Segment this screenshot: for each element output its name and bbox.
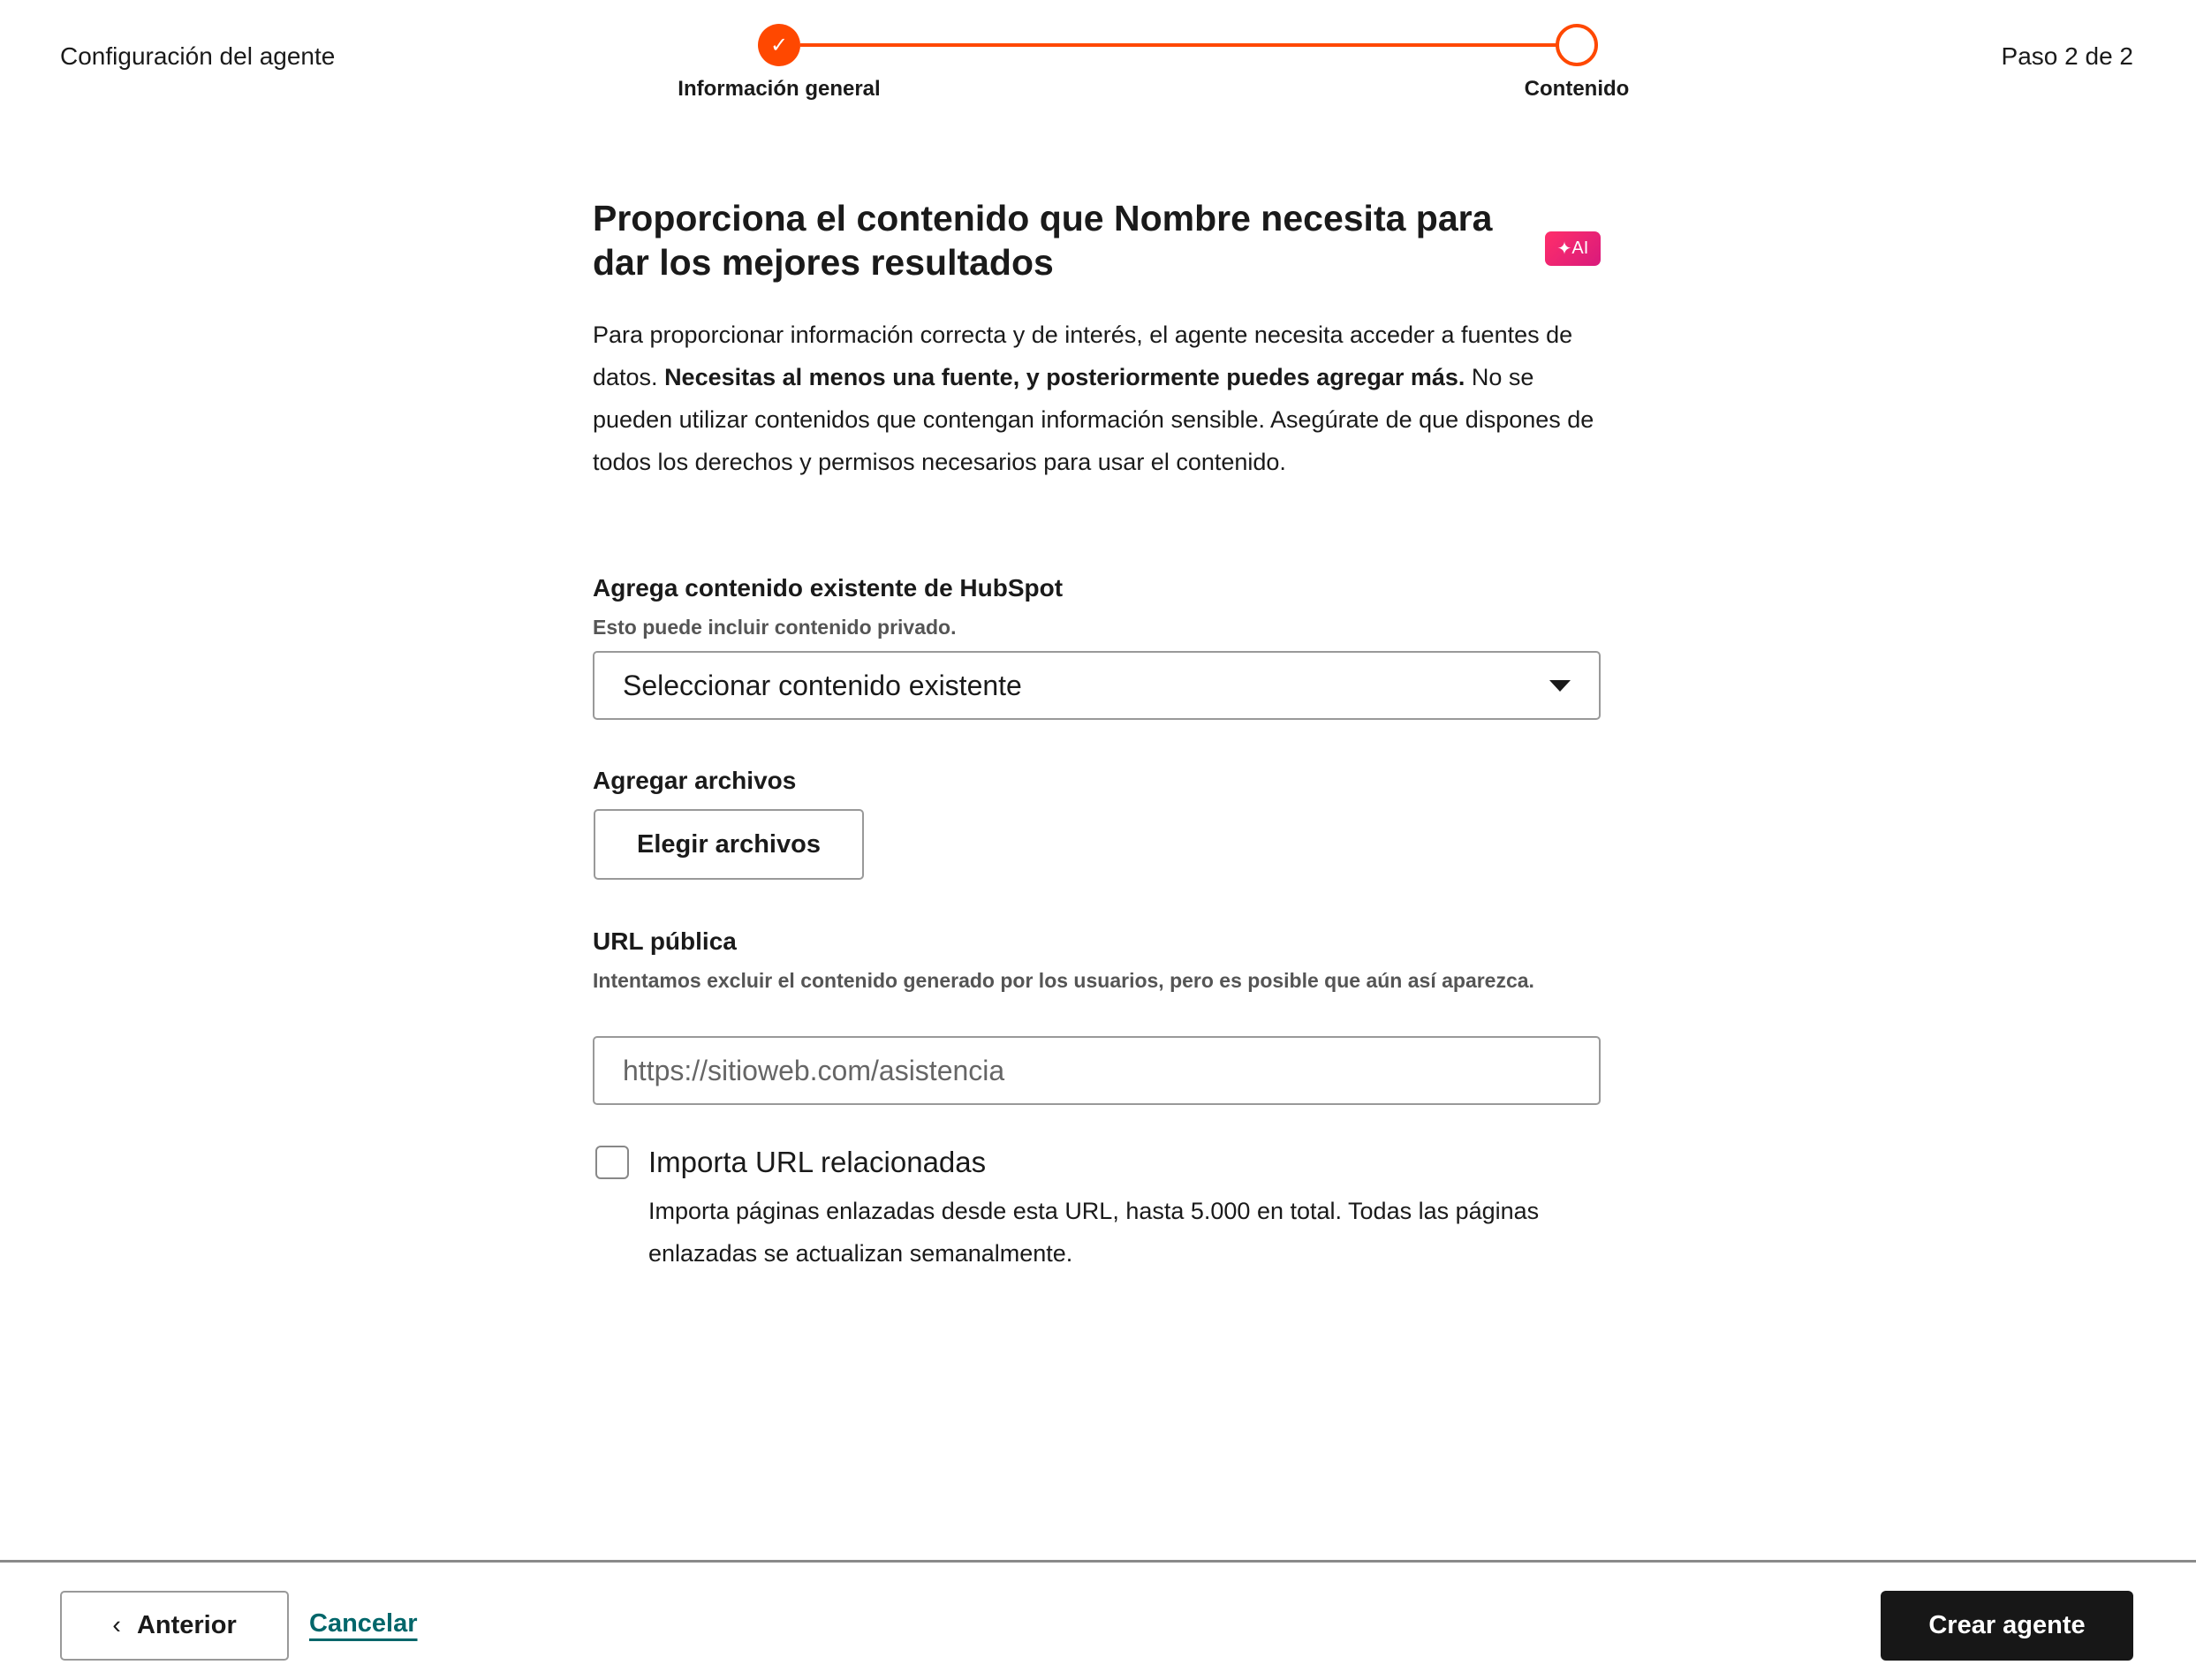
import-related-description: Importa páginas enlazadas desde esta URL, hasta 5.000 en total. Todas las páginas enlazadas se actualizan semanalmente. [648,1198,1540,1267]
add-files-label: Agregar archivos [593,767,797,794]
public-url-input[interactable]: https://sitioweb.com/asistencia [593,1036,1601,1105]
import-related-label[interactable]: Importa URL relacionadas [648,1146,987,1178]
step-current-circle-icon [1556,24,1598,66]
step-label-content: Contenido [1524,77,1630,101]
sparkle-icon: ✦ [1556,239,1572,259]
page-title: Configuración del agente [60,42,336,70]
public-url-help: Intentamos excluir el contenido generado por los usuarios, pero es posible que aún así aparezca. [593,969,1534,992]
public-url-label: URL pública [593,927,737,955]
existing-content-select[interactable]: Seleccionar contenido existente [593,651,1601,720]
step-complete-check-icon: ✓ [758,24,800,66]
intro-text: Para proporcionar información correcta y de interés, el agente necesita acceder a fuentes de datos. Necesitas al menos una fuente, y posteriormente puedes agregar más. No se pueden utilizar contenidos que contengan información sensible. Asegúrate de que dispones de todos los derechos y permisos necesarios para usar el contenido. [593,322,1594,475]
step-counter: Paso 2 de 2 [2001,42,2133,70]
chevron-left-icon: ‹ [112,1611,121,1639]
create-agent-button[interactable]: Crear agente [1881,1591,2133,1661]
import-related-checkbox[interactable] [595,1146,629,1179]
choose-files-button[interactable]: Elegir archivos [594,809,864,880]
section-heading: Proporciona el contenido que Nombre necesita para dar los mejores resultados [593,198,1493,283]
back-button[interactable]: ‹ Anterior [60,1591,289,1661]
step-label-general: Información general [678,77,881,101]
stepper-progress-line [800,43,1556,47]
hubspot-content-help: Esto puede incluir contenido privado. [593,616,957,639]
ai-badge: ✦ AI [1545,231,1601,266]
footer-divider [0,1560,2196,1563]
caret-down-icon [1549,680,1571,692]
hubspot-content-label: Agrega contenido existente de HubSpot [593,574,1064,602]
cancel-link[interactable]: Cancelar [309,1609,418,1638]
